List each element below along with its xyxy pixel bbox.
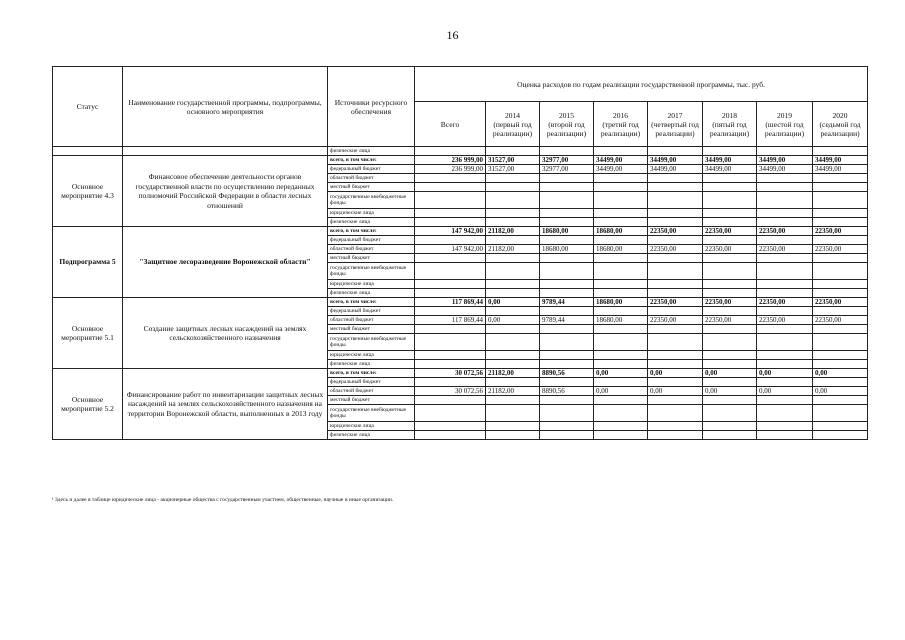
source-cell: местный бюджет [328,254,415,263]
value-cell: 22350,00 [703,227,757,236]
value-cell: 22350,00 [757,245,813,254]
value-cell [703,396,757,405]
total-cell [415,192,486,209]
value-cell: 0,00 [813,369,868,378]
source-cell: федеральный бюджет [328,378,415,387]
status-cell: Основное мероприятие 5.1 [53,298,123,369]
total-cell [415,209,486,218]
total-cell: 147 942,00 [415,245,486,254]
total-cell [415,360,486,369]
total-cell [415,307,486,316]
value-cell [813,325,868,334]
total-cell [415,431,486,440]
value-cell [703,405,757,422]
total-cell [415,218,486,227]
value-cell: 22350,00 [813,245,868,254]
value-cell [813,174,868,183]
value-cell [813,378,868,387]
value-cell [486,360,540,369]
value-cell [648,218,703,227]
value-cell [757,360,813,369]
value-cell [540,307,594,316]
value-cell: 22350,00 [813,227,868,236]
value-cell [648,289,703,298]
value-cell: 22350,00 [703,316,757,325]
value-cell: 22350,00 [813,316,868,325]
value-cell [648,360,703,369]
value-cell: 34499,00 [648,165,703,174]
value-cell [813,236,868,245]
value-cell [813,254,868,263]
value-cell [757,183,813,192]
value-cell [757,396,813,405]
value-cell [540,422,594,431]
value-cell [540,334,594,351]
total-cell [415,325,486,334]
source-cell: государственные внебюджетные фонды [328,263,415,280]
value-cell [648,280,703,289]
value-cell [594,351,648,360]
value-cell: 34499,00 [594,165,648,174]
value-cell [594,280,648,289]
value-cell [757,218,813,227]
source-cell: государственные внебюджетные фонды [328,192,415,209]
value-cell [757,209,813,218]
value-cell [594,289,648,298]
value-cell: 0,00 [813,387,868,396]
value-cell [594,174,648,183]
year-number: 2020 [832,110,848,120]
status-cell: Основное мероприятие 4.3 [53,156,123,227]
value-cell [813,280,868,289]
value-cell [757,236,813,245]
source-cell: областной бюджет [328,245,415,254]
year-number: 2015 [559,110,574,120]
value-cell [703,289,757,298]
total-cell [415,289,486,298]
year-label: (шестой год реализации) [764,119,805,138]
value-cell [648,307,703,316]
total-cell: 236 999,00 [415,156,486,165]
value-cell [540,378,594,387]
value-cell [813,209,868,218]
value-cell [594,183,648,192]
value-cell: 0,00 [594,387,648,396]
value-cell [703,254,757,263]
page-number: 16 [446,28,459,42]
total-cell [415,422,486,431]
value-cell [757,431,813,440]
value-cell [594,254,648,263]
value-cell: 34499,00 [703,165,757,174]
value-cell [813,422,868,431]
value-cell: 31527,00 [486,156,540,165]
value-cell [540,280,594,289]
value-cell [757,254,813,263]
header-year-2016 [594,102,648,147]
header-status: Статус [53,67,123,147]
value-cell [648,209,703,218]
header-sources: Источники ресурсного обеспечения [328,67,415,147]
source-cell: федеральный бюджет [328,236,415,245]
header-year-2014 [486,102,540,147]
value-cell [486,174,540,183]
table-row [53,227,868,236]
year-label: (второй год реализации) [546,119,587,138]
value-cell [648,351,703,360]
table-body [53,147,868,440]
total-cell [415,378,486,387]
value-cell: 22350,00 [648,316,703,325]
value-cell: 32977,00 [540,156,594,165]
value-cell: 22350,00 [648,227,703,236]
value-cell [594,334,648,351]
source-cell: местный бюджет [328,183,415,192]
value-cell [540,289,594,298]
total-cell: 236 999,00 [415,165,486,174]
year-number: 2018 [722,110,737,120]
value-cell [486,307,540,316]
value-cell [757,263,813,280]
value-cell [813,263,868,280]
value-cell [540,325,594,334]
value-cell: 18680,00 [594,245,648,254]
value-cell [540,236,594,245]
value-cell [594,405,648,422]
value-cell: 0,00 [648,369,703,378]
year-label: (пятый год реализации) [709,119,750,138]
value-cell [486,192,540,209]
total-cell [415,254,486,263]
value-cell: 22350,00 [813,298,868,307]
year-label: (первый год реализации) [492,119,533,138]
carry-row [53,147,868,156]
source-cell: местный бюджет [328,396,415,405]
value-cell: 22350,00 [703,245,757,254]
value-cell: 8890,56 [540,369,594,378]
value-cell [594,192,648,209]
value-cell [813,334,868,351]
total-cell [415,396,486,405]
value-cell [648,396,703,405]
value-cell [540,192,594,209]
year-number: 2016 [613,110,628,120]
value-cell [594,360,648,369]
year-label: (четвертый год реализации) [651,119,699,138]
value-cell [757,325,813,334]
value-cell [703,236,757,245]
value-cell [540,351,594,360]
value-cell: 34499,00 [648,156,703,165]
value-cell [813,351,868,360]
value-cell [486,325,540,334]
value-cell [540,360,594,369]
program-name-cell: Финансирование работ по инвентаризации защитных лесных насаждений на землях сельскохозяйственного назначения на территории Воронежской области, выполненных в 2013 году [123,369,328,440]
value-cell [594,396,648,405]
value-cell [486,263,540,280]
value-cell [757,174,813,183]
value-cell: 0,00 [757,387,813,396]
value-cell: 18680,00 [594,298,648,307]
value-cell [648,236,703,245]
header-total: Всего [415,102,486,147]
value-cell: 22350,00 [648,298,703,307]
value-cell: 18680,00 [540,245,594,254]
header-name: Наименование государственной программы, подпрограммы, основного мероприятия [123,67,328,147]
source-cell: физические лица [328,147,415,156]
total-cell [415,351,486,360]
value-cell [486,405,540,422]
year-number: 2014 [505,110,520,120]
value-cell [486,422,540,431]
source-cell: местный бюджет [328,325,415,334]
value-cell [648,325,703,334]
table-row [53,156,868,165]
value-cell: 21182,00 [486,369,540,378]
value-cell [486,236,540,245]
value-cell [486,280,540,289]
value-cell: 21182,00 [486,227,540,236]
value-cell [648,263,703,280]
value-cell [540,396,594,405]
header-year-2017 [648,102,703,147]
value-cell [703,431,757,440]
source-cell: областной бюджет [328,387,415,396]
source-cell: областной бюджет [328,316,415,325]
value-cell [813,289,868,298]
value-cell [757,280,813,289]
source-cell: физические лица [328,431,415,440]
value-cell [703,378,757,387]
value-cell: 18680,00 [594,227,648,236]
value-cell [540,431,594,440]
value-cell [594,236,648,245]
value-cell: 8890,56 [540,387,594,396]
value-cell [703,218,757,227]
value-cell [540,405,594,422]
total-cell [415,236,486,245]
value-cell [594,209,648,218]
value-cell [813,218,868,227]
header-year-2019 [757,102,813,147]
header-year-2015 [540,102,594,147]
value-cell [486,431,540,440]
value-cell [486,254,540,263]
source-cell: юридические лица [328,422,415,431]
total-cell: 147 942,00 [415,227,486,236]
value-cell [540,218,594,227]
value-cell [703,334,757,351]
value-cell [486,209,540,218]
source-cell: юридические лица [328,351,415,360]
budget-table [52,66,868,440]
value-cell [757,334,813,351]
value-cell [703,280,757,289]
value-cell [703,325,757,334]
value-cell: 22350,00 [703,298,757,307]
value-cell [486,334,540,351]
value-cell: 0,00 [703,369,757,378]
value-cell [648,183,703,192]
value-cell: 22350,00 [757,316,813,325]
source-cell: физические лица [328,360,415,369]
value-cell [703,192,757,209]
value-cell [594,307,648,316]
total-cell: 117 869,44 [415,316,486,325]
value-cell: 32977,00 [540,165,594,174]
value-cell [703,422,757,431]
value-cell [648,174,703,183]
source-cell: всего, в том числе: [328,156,415,165]
value-cell [757,422,813,431]
source-cell: федеральный бюджет [328,165,415,174]
year-label: (седьмой год реализации) [819,119,861,138]
value-cell [813,307,868,316]
value-cell: 0,00 [486,298,540,307]
value-cell [813,360,868,369]
value-cell [648,192,703,209]
value-cell: 0,00 [648,387,703,396]
value-cell [757,405,813,422]
total-cell [415,405,486,422]
value-cell [648,405,703,422]
value-cell [540,263,594,280]
year-number: 2019 [777,110,792,120]
value-cell [813,396,868,405]
source-cell: юридические лица [328,280,415,289]
value-cell [594,263,648,280]
value-cell [594,218,648,227]
value-cell [648,431,703,440]
value-cell [757,378,813,387]
value-cell: 21182,00 [486,387,540,396]
header-year-2020 [813,102,868,147]
table-row [53,298,868,307]
value-cell: 34499,00 [757,156,813,165]
value-cell: 34499,00 [813,156,868,165]
value-cell [703,263,757,280]
value-cell [486,183,540,192]
footnote: ¹ Здесь и далее в таблице юридические лица - акционерные общества с государственным участием, общественные, научные и иные организации. [52,497,394,503]
value-cell: 22350,00 [648,245,703,254]
value-cell [540,254,594,263]
value-cell [540,174,594,183]
value-cell: 34499,00 [757,165,813,174]
program-name-cell: "Защитное лесоразведение Воронежской области" [123,227,328,298]
value-cell [540,183,594,192]
value-cell [486,289,540,298]
value-cell: 34499,00 [813,165,868,174]
value-cell [648,334,703,351]
source-cell: всего, в том числе: [328,298,415,307]
status-cell: Основное мероприятие 5.2 [53,369,123,440]
value-cell [486,378,540,387]
value-cell: 18680,00 [540,227,594,236]
value-cell [486,218,540,227]
header-estimate: Оценка расходов по годам реализации государственной программы, тыс. руб. [415,67,868,102]
value-cell [757,307,813,316]
value-cell: 9789,44 [540,316,594,325]
value-cell [594,378,648,387]
value-cell: 22350,00 [757,298,813,307]
value-cell: 34499,00 [703,156,757,165]
source-cell: юридические лица [328,209,415,218]
value-cell [703,209,757,218]
year-label: (третий год реализации) [600,119,641,138]
source-cell: всего, в том числе: [328,227,415,236]
value-cell: 0,00 [594,369,648,378]
program-name-cell: Финансовое обеспечение деятельности органов государственной власти по осуществлению переданных полномочий Российской Федерации в области лесных отношений [123,156,328,227]
value-cell [648,422,703,431]
value-cell [486,396,540,405]
source-cell: физические лица [328,218,415,227]
value-cell: 18680,00 [594,316,648,325]
value-cell [813,405,868,422]
value-cell [648,254,703,263]
value-cell [540,209,594,218]
total-cell [415,174,486,183]
total-cell: 117 869,44 [415,298,486,307]
source-cell: федеральный бюджет [328,307,415,316]
value-cell [813,431,868,440]
year-number: 2017 [667,110,683,120]
value-cell [703,351,757,360]
value-cell [703,183,757,192]
total-cell [415,183,486,192]
value-cell: 0,00 [486,316,540,325]
source-cell: физические лица [328,289,415,298]
source-cell: государственные внебюджетные фонды [328,334,415,351]
table-header [53,67,868,147]
value-cell: 21182,00 [486,245,540,254]
value-cell [594,431,648,440]
source-cell: областной бюджет [328,174,415,183]
total-cell: 30 072,56 [415,369,486,378]
value-cell: 31527,00 [486,165,540,174]
value-cell: 34499,00 [594,156,648,165]
value-cell [486,351,540,360]
total-cell [415,263,486,280]
source-cell: всего, в том числе: [328,369,415,378]
source-cell: государственные внебюджетные фонды [328,405,415,422]
value-cell: 9789,44 [540,298,594,307]
total-cell [415,280,486,289]
status-cell: Подпрограмма 5 [53,227,123,298]
value-cell [703,307,757,316]
value-cell [648,378,703,387]
value-cell: 0,00 [703,387,757,396]
total-cell: 30 072,56 [415,387,486,396]
value-cell [594,325,648,334]
header-year-2018 [703,102,757,147]
value-cell [813,183,868,192]
value-cell [813,192,868,209]
value-cell [594,422,648,431]
value-cell: 0,00 [757,369,813,378]
value-cell [703,174,757,183]
value-cell: 22350,00 [757,227,813,236]
value-cell [703,360,757,369]
value-cell [757,192,813,209]
table-row [53,369,868,378]
value-cell [757,289,813,298]
value-cell [757,351,813,360]
program-name-cell: Создание защитных лесных насаждений на землях сельскохозяйственного назначения [123,298,328,369]
total-cell [415,334,486,351]
